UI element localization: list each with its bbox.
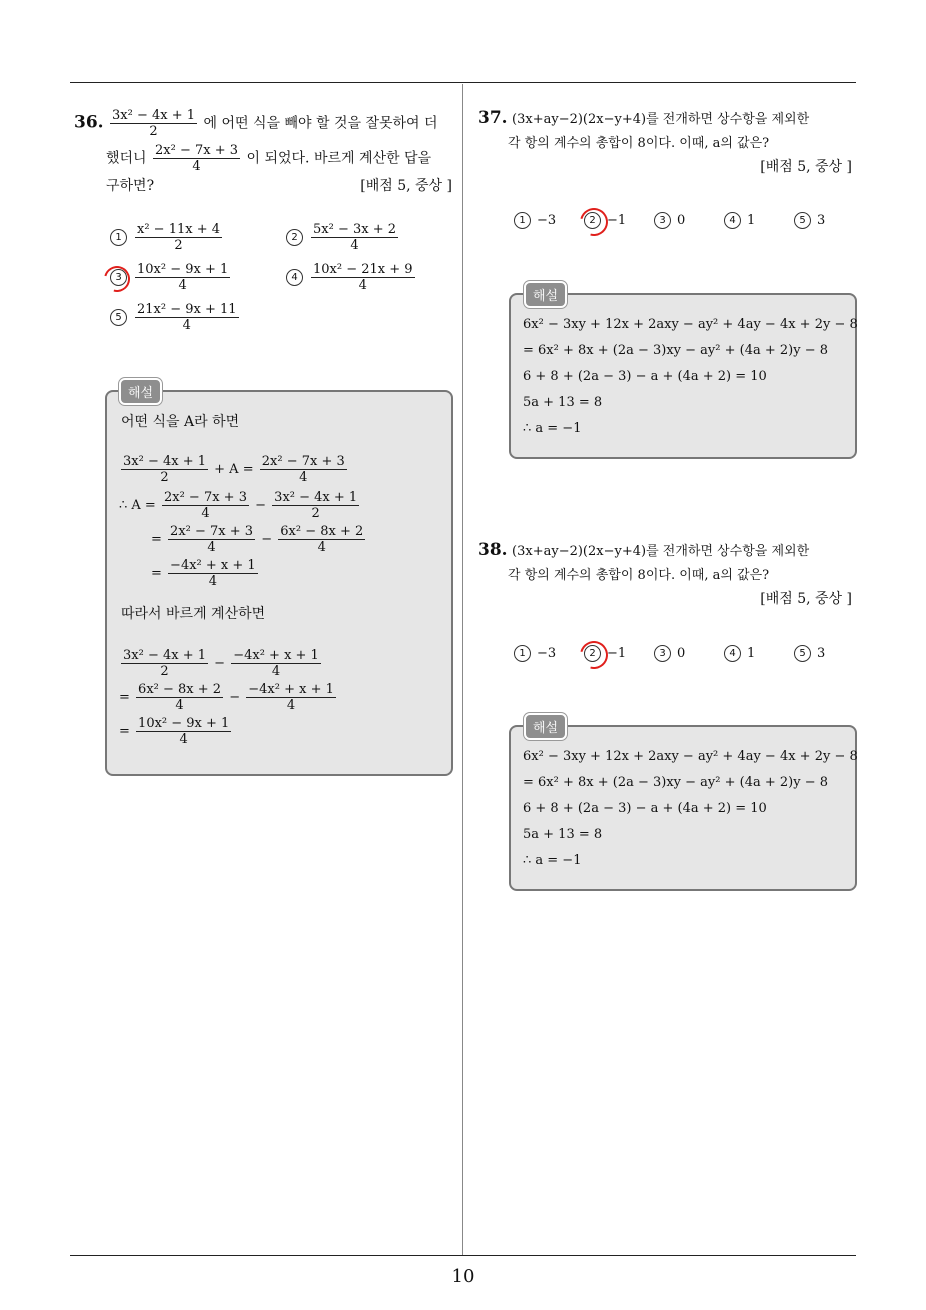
score-meta: [배점 5, 중상 ]	[360, 178, 452, 194]
question-text: 구하면?	[106, 178, 155, 194]
solution-box-37	[509, 293, 857, 459]
option-1[interactable]: 1 −3	[514, 212, 556, 229]
fraction: $\frac{\text{2x² − 7x + 3}}{4}$	[155, 143, 239, 174]
solution-equation: ∴ A = $\frac{\text{2x² − 7x + 3}}{4}$ − $\frac{\text{3x² − 4x + 1}}{2}$	[119, 490, 358, 521]
option-1[interactable]: 1 $\frac{\text{x² − 11x + 4}}{2}$	[110, 222, 224, 253]
bottom-rule	[70, 1255, 856, 1256]
question-text: (3x+ay−2)(2x−y+4)를 전개하면 상수항을 제외한	[512, 544, 810, 559]
solution-line: 6 + 8 + (2a − 3) − a + (4a + 2) = 10	[523, 801, 767, 816]
solution-box-36	[105, 390, 453, 776]
solution-equation: = $\frac{\text{−4x² + x + 1}}{4}$	[151, 558, 256, 589]
solution-badge: 해설	[524, 281, 567, 308]
option-marker: 2	[286, 229, 303, 246]
option-3[interactable]: 3 0	[654, 212, 685, 229]
option-marker: 1	[110, 229, 127, 246]
answer-mark	[575, 203, 613, 241]
solution-box-38	[509, 725, 857, 891]
score-meta: [배점 5, 중상 ]	[760, 159, 852, 175]
option-4[interactable]: 4 1	[724, 212, 755, 229]
question-36	[74, 108, 458, 196]
option-marker: 4	[286, 269, 303, 286]
answer-mark	[575, 636, 613, 674]
question-text: 각 항의 계수의 총합이 8이다. 이때, a의 값은?	[508, 568, 770, 583]
solution-line: 6 + 8 + (2a − 3) − a + (4a + 2) = 10	[523, 369, 767, 384]
top-rule	[70, 82, 856, 83]
question-text: 했더니	[106, 150, 147, 167]
question-text: 각 항의 계수의 총합이 8이다. 이때, a의 값은?	[508, 136, 770, 151]
question-number: 36.	[74, 112, 104, 133]
option-2[interactable]: 2 $\frac{\text{5x² − 3x + 2}}{4}$	[286, 222, 400, 253]
solution-badge: 해설	[524, 713, 567, 740]
solution-badge: 해설	[119, 378, 162, 405]
question-number: 37.	[478, 108, 508, 128]
solution-line: 6x² − 3xy + 12x + 2axy − ay² + 4ay − 4x + 2y − 8	[523, 749, 858, 764]
option-2[interactable]: 2 −1	[584, 212, 626, 229]
option-4[interactable]: 4 $\frac{\text{10x² − 21x + 9}}{4}$	[286, 262, 417, 293]
option-5[interactable]: 5 $\frac{\text{21x² − 9x + 11}}{4}$	[110, 302, 241, 333]
column-divider	[462, 84, 463, 1256]
option-2[interactable]: 2 −1	[584, 645, 626, 662]
page-number: 10	[451, 1266, 475, 1287]
option-5[interactable]: 5 3	[794, 212, 825, 229]
solution-line: ∴ a = −1	[523, 853, 582, 868]
solution-line: 6x² − 3xy + 12x + 2axy − ay² + 4ay − 4x + 2y − 8	[523, 317, 858, 332]
question-37	[478, 108, 856, 176]
fraction: $\frac{\text{3x² − 4x + 1}}{2}$	[112, 108, 196, 139]
option-4[interactable]: 4 1	[724, 645, 755, 662]
question-number: 38.	[478, 540, 508, 560]
score-meta: [배점 5, 중상 ]	[760, 591, 852, 607]
option-marker: 3	[110, 269, 127, 286]
solution-text: 어떤 식을 A라 하면	[121, 414, 240, 430]
solution-line: ∴ a = −1	[523, 421, 582, 436]
solution-equation: = $\frac{\text{6x² − 8x + 2}}{4}$ − $\frac{\text{−4x² + x + 1}}{4}$	[119, 682, 334, 713]
solution-equation: $\frac{\text{3x² − 4x + 1}}{2}$ − $\frac{\text{−4x² + x + 1}}{4}$	[123, 648, 319, 679]
question-text: (3x+ay−2)(2x−y+4)를 전개하면 상수항을 제외한	[512, 112, 810, 127]
question-38	[478, 540, 856, 608]
option-5[interactable]: 5 3	[794, 645, 825, 662]
option-3[interactable]: 3 $\frac{\text{10x² − 9x + 1}}{4}$	[110, 262, 232, 293]
option-marker: 5	[110, 309, 127, 326]
solution-equation: = $\frac{\text{2x² − 7x + 3}}{4}$ − $\frac{\text{6x² − 8x + 2}}{4}$	[151, 524, 364, 555]
solution-line: 5a + 13 = 8	[523, 827, 603, 842]
option-3[interactable]: 3 0	[654, 645, 685, 662]
solution-line: = 6x² + 8x + (2a − 3)xy − ay² + (4a + 2)y − 8	[523, 775, 829, 790]
solution-line: = 6x² + 8x + (2a − 3)xy − ay² + (4a + 2)y − 8	[523, 343, 829, 358]
solution-equation: = $\frac{\text{10x² − 9x + 1}}{4}$	[119, 716, 230, 747]
solution-text: 따라서 바르게 계산하면	[121, 606, 266, 622]
solution-equation: $\frac{\text{3x² − 4x + 1}}{2}$ + A = $\frac{\text{2x² − 7x + 3}}{4}$	[123, 454, 345, 485]
question-text: 에 어떤 식을 빼야 할 것을 잘못하여 더	[203, 115, 438, 132]
solution-line: 5a + 13 = 8	[523, 395, 603, 410]
question-text: 이 되었다. 바르게 계산한 답을	[246, 150, 432, 167]
option-1[interactable]: 1 −3	[514, 645, 556, 662]
